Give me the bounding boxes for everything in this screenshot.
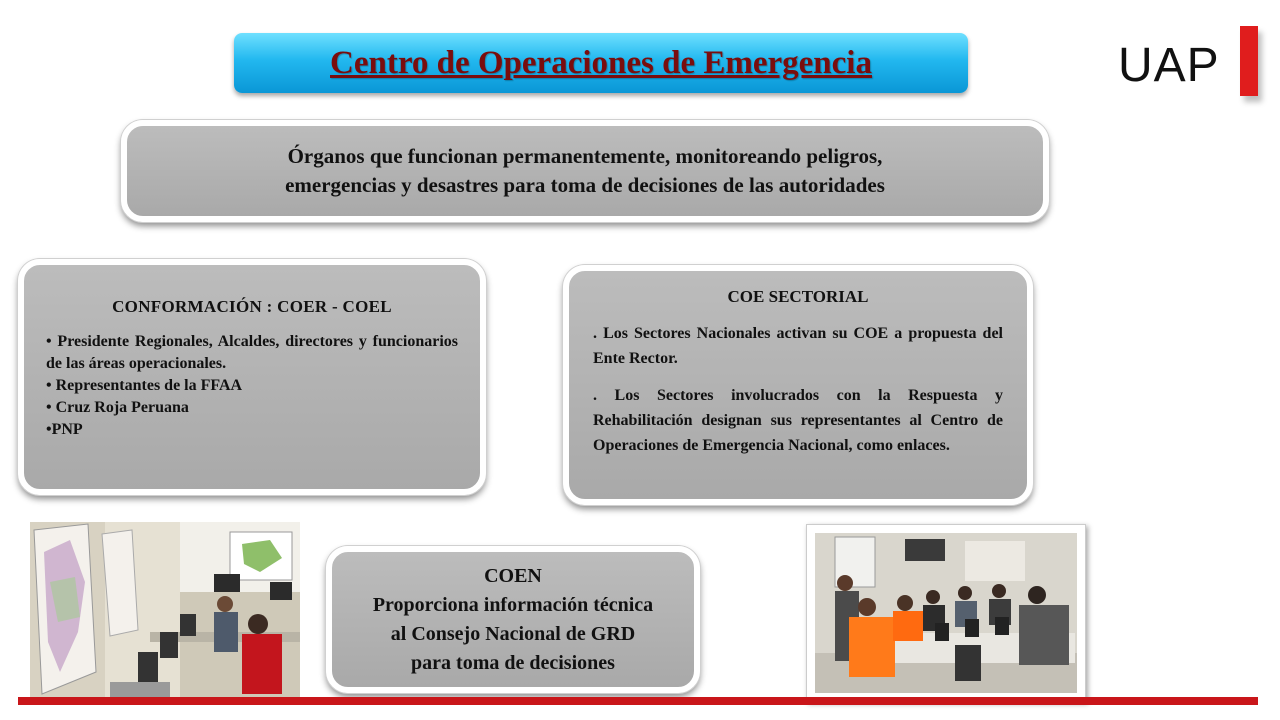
coe-sectorial-heading: COE SECTORIAL	[727, 287, 869, 306]
meeting-room-photo	[806, 524, 1086, 702]
meeting-room-illustration	[815, 533, 1077, 693]
coe-sectorial-box	[563, 265, 1033, 505]
conformacion-list	[46, 331, 458, 441]
uap-logo	[1118, 26, 1268, 116]
conformacion-box	[18, 259, 486, 495]
list-item: • Representantes de la FFAA	[46, 377, 243, 394]
coe-sectorial-paragraph: . Los Sectores Nacionales activan su COE a propuesta del Ente Rector.	[593, 325, 1003, 367]
operations-room-photo	[30, 522, 300, 702]
coen-box	[326, 546, 700, 693]
coen-line: al Consejo Nacional de GRD	[390, 622, 636, 645]
coe-sectorial-paragraph: . Los Sectores involucrados con la Respuesta y Rehabilitación designan sus representantes al Centro de Operaciones de Emergencia Nacional, como enlaces.	[593, 387, 1003, 454]
coen-line: Proporciona información técnica	[372, 593, 654, 616]
title-banner	[234, 33, 968, 93]
definition-box	[121, 120, 1049, 222]
definition-line-2: emergencias y desastres para toma de decisiones de las autoridades	[285, 173, 885, 197]
bottom-red-rule	[18, 697, 1258, 705]
coen-line: para toma de decisiones	[411, 651, 615, 674]
logo-red-bar	[1240, 26, 1258, 96]
conformacion-heading: CONFORMACIÓN : COER - COEL	[112, 297, 392, 316]
coen-title: COEN	[484, 564, 542, 587]
list-item: • Cruz Roja Peruana	[46, 399, 189, 416]
page-title: Centro de Operaciones de Emergencia	[330, 44, 872, 81]
list-item: •PNP	[46, 421, 83, 438]
logo-text: UAP	[1118, 39, 1220, 92]
definition-line-1: Órganos que funcionan permanentemente, monitoreando peligros,	[287, 144, 883, 168]
list-item: • Presidente Regionales, Alcaldes, directores y funcionarios de las áreas operacionales.	[46, 333, 458, 372]
operations-room-illustration	[30, 522, 300, 702]
